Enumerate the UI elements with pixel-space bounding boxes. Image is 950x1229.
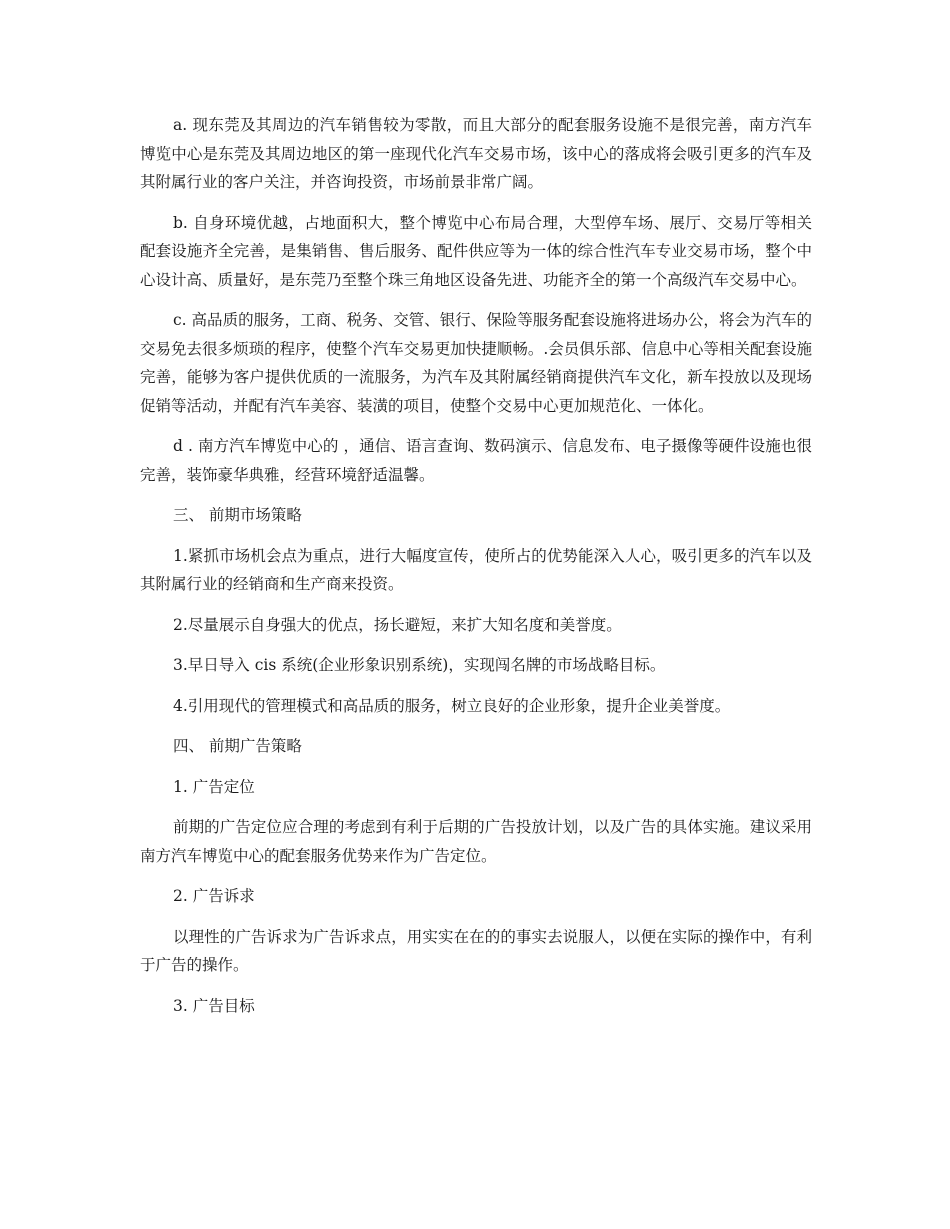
ad-positioning-text: 前期的广告定位应合理的考虑到有利于后期的广告投放计划，以及广告的具体实施。建议采用南方汽车博览中心的配套服务优势来作为广告定位。 [140,818,812,865]
section-heading-ad-strategy: 四、 前期广告策略 [173,737,302,755]
paragraph-c: c. 高品质的服务，工商、税务、交管、银行、保险等服务配套设施将进场办公，将会为汽车的交易免去很多烦琐的程序，使整个汽车交易更加快捷顺畅。.会员俱乐部、信息中心等相关配套设施完善，能够为客户提供优质的一流服务，为汽车及其附属经销商提供汽车文化，新车投放以及现场促销等活动，并配有汽车美容、装潢的项目，使整个交易中心更加规范化、一体化。 [140,311,812,415]
subheading-ad-goal: 3. 广告目标 [173,996,255,1015]
document-body [140,111,812,1032]
market-strategy-item-2: 2.尽量展示自身强大的优点，扬长避短，来扩大知名度和美誉度。 [173,615,622,634]
ad-appeal-text: 以理性的广告诉求为广告诉求点，用实实在在的的事实去说服人，以便在实际的操作中，有利于广告的操作。 [140,927,812,974]
market-strategy-item-1: 1.紧抓市场机会点为重点，进行大幅度宣传，使所占的优势能深入人心，吸引更多的汽车以及其附属行业的经销商和生产商来投资。 [140,546,812,593]
paragraph-a: a. 现东莞及其周边的汽车销售较为零散，而且大部分的配套服务设施不是很完善，南方汽车博览中心是东莞及其周边地区的第一座现代化汽车交易市场，该中心的落成将会吸引更多的汽车及其附属行业的客户关注，并咨询投资，市场前景非常广阔。 [140,116,812,191]
section-heading-market-strategy: 三、 前期市场策略 [173,506,302,524]
market-strategy-item-4: 4.引用现代的管理模式和高品质的服务，树立良好的企业形象，提升企业美誉度。 [173,696,731,715]
market-strategy-item-3: 3.早日导入 cis 系统(企业形象识别系统)，实现闯名牌的市场战略目标。 [173,656,666,674]
subheading-ad-appeal: 2. 广告诉求 [173,887,255,905]
paragraph-d: d . 南方汽车博览中心的 ，通信、语言查询、数码演示、信息发布、电子摄像等硬件设施也很完善，装饰豪华典雅，经营环境舒适温馨。 [140,437,812,484]
paragraph-b: b. 自身环境优越，占地面积大，整个博览中心布局合理，大型停车场、展厅、交易厅等相关配套设施齐全完善，是集销售、售后服务、配件供应等为一体的综合性汽车专业交易市场，整个中心设计高、质量好，是东莞乃至整个珠三角地区设备先进、功能齐全的第一个高级汽车交易中心。 [140,213,812,289]
subheading-ad-positioning: 1. 广告定位 [173,777,255,796]
